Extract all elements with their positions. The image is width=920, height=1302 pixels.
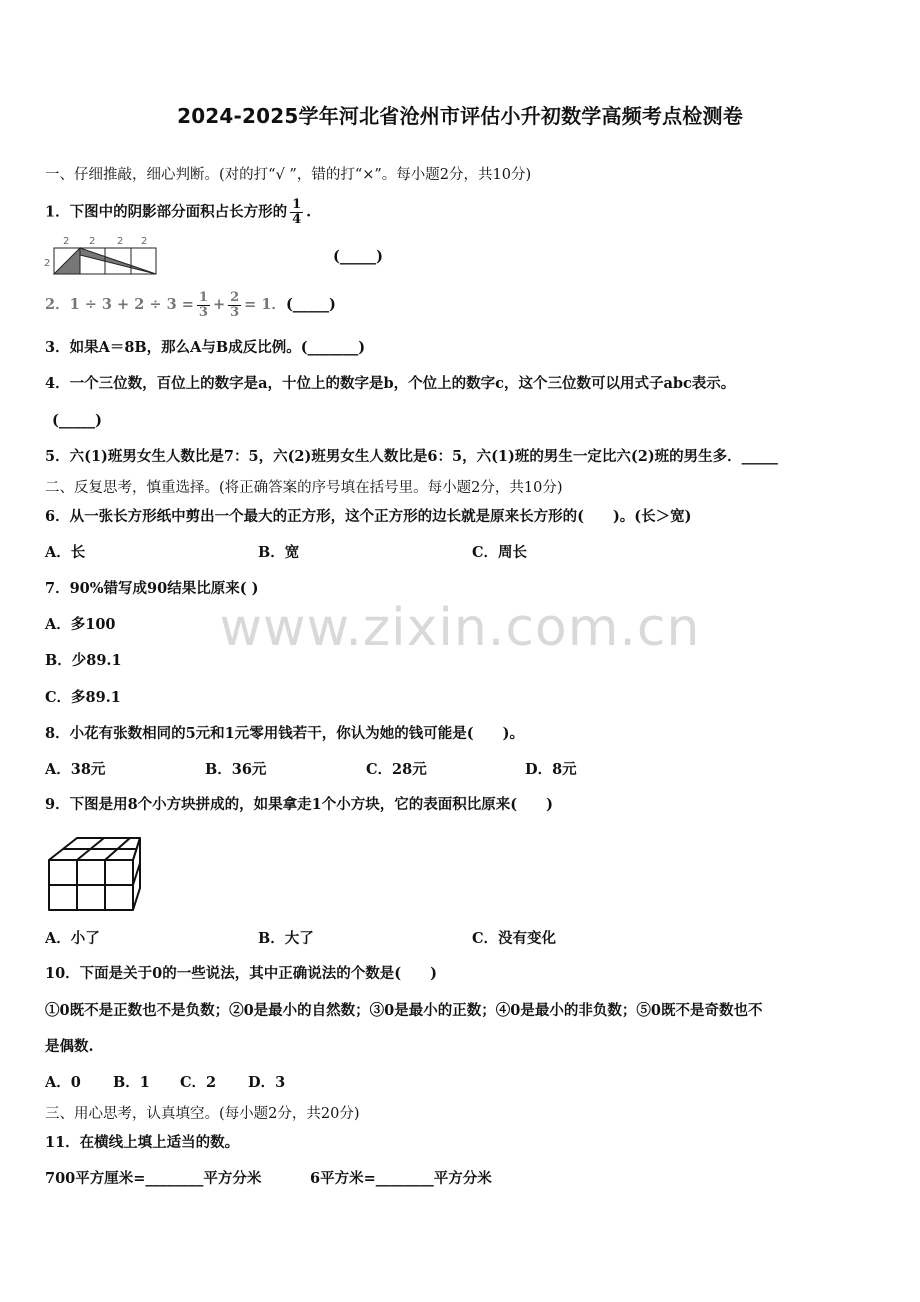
question-2-plus: +	[212, 296, 226, 313]
question-11-part-2[interactable]: 6平方米=________平方分米	[310, 1170, 492, 1187]
question-10-detail-line-1: ①0既不是正数也不是负数；②0是最小的自然数；③0是最小的正数；④0是最小的非负数；⑤0既不是奇数也不	[45, 1002, 763, 1019]
question-2-rhs: = 1．	[244, 296, 286, 313]
cube-stack-figure	[46, 834, 144, 914]
question-7-option-b[interactable]: B．少89.1	[45, 652, 122, 669]
question-9-option-b[interactable]: B．大了	[258, 930, 314, 947]
question-7: 7．90%错写成90结果比原来( )	[45, 580, 259, 597]
question-7-option-a[interactable]: A．多100	[45, 616, 116, 633]
question-10-option-c[interactable]: C．2	[180, 1074, 217, 1091]
question-2-fraction-2	[228, 291, 241, 320]
question-6-option-c[interactable]: C．周长	[472, 544, 528, 561]
question-9-option-a[interactable]: A．小了	[45, 930, 100, 947]
question-1	[45, 198, 311, 227]
question-4: 4．一个三位数，百位上的数字是a，十位上的数字是b，个位上的数字c，这个三位数可以用式子abc表示。	[45, 375, 736, 392]
question-8-option-a[interactable]: A．38元	[45, 761, 106, 778]
figure-side-label: 2	[44, 258, 51, 269]
figure-label-4: 2	[141, 236, 148, 247]
question-2-blank[interactable]: (_____)	[285, 296, 336, 313]
question-9: 9．下图是用8个小方块拼成的，如果拿走1个小方块，它的表面积比原来( )	[45, 796, 553, 813]
section-2-heading: 二、反复思考，慎重选择。(将正确答案的序号填在括号里。每小题2分，共10分)	[45, 480, 563, 496]
fraction-numerator: 1	[292, 197, 302, 212]
question-1-blank[interactable]: (_____)	[333, 248, 383, 265]
question-11: 11．在横线上填上适当的数。	[45, 1134, 240, 1151]
question-10-option-a[interactable]: A．0	[45, 1074, 81, 1091]
watermark: www.zixin.com.cn	[219, 598, 701, 658]
fraction-numerator: 1	[198, 289, 208, 305]
question-4-blank[interactable]: (_____)	[52, 412, 102, 429]
fraction-denominator: 3	[230, 304, 240, 320]
question-11-part-1[interactable]: 700平方厘米=________平方分米	[45, 1170, 262, 1187]
question-8-option-d[interactable]: D．8元	[525, 761, 577, 778]
question-10-option-b[interactable]: B．1	[113, 1074, 150, 1091]
figure-label-2: 2	[89, 236, 96, 247]
question-10-option-d[interactable]: D．3	[248, 1074, 286, 1091]
question-10: 10．下面是关于0的一些说法，其中正确说法的个数是( )	[45, 965, 437, 982]
question-10-detail-line-2: 是偶数.	[45, 1038, 94, 1055]
question-2-fraction-1	[197, 291, 210, 320]
fraction-denominator: 4	[292, 212, 302, 227]
question-6-option-a[interactable]: A．长	[45, 544, 86, 561]
question-1-fraction	[290, 198, 303, 227]
shaded-rectangle-figure	[43, 233, 161, 277]
question-8-option-b[interactable]: B．36元	[205, 761, 267, 778]
question-1-tail: .	[306, 203, 312, 221]
question-2	[45, 287, 336, 323]
figure-label-3: 2	[117, 236, 124, 247]
question-1-text: 1．下图中的阴影部分面积占长方形的	[45, 203, 288, 221]
question-6-option-b[interactable]: B．宽	[258, 544, 300, 561]
question-9-option-c[interactable]: C．没有变化	[472, 930, 557, 947]
question-8-option-c[interactable]: C．28元	[366, 761, 427, 778]
question-6: 6．从一张长方形纸中剪出一个最大的正方形，这个正方形的边长就是原来长方形的( )。(长＞宽)	[45, 508, 692, 525]
question-2-lhs: 2．1 ÷ 3 + 2 ÷ 3 =	[45, 296, 194, 313]
fraction-denominator: 3	[198, 304, 208, 320]
fraction-numerator: 2	[230, 289, 240, 305]
question-3: 3．如果A＝8B，那么A与B成反比例。(_______)	[45, 339, 366, 356]
page-title: 2024-2025学年河北省沧州市评估小升初数学高频考点检测卷	[177, 104, 743, 128]
section-1-heading: 一、仔细推敲，细心判断。(对的打“√ ”，错的打“×”。每小题2分，共10分)	[45, 167, 532, 183]
question-7-option-c[interactable]: C．多89.1	[45, 689, 121, 706]
question-5: 5．六(1)班男女生人数比是7：5，六(2)班男女生人数比是6：5，六(1)班的男生一定比六(2)班的男生多．_____	[45, 448, 778, 465]
question-8: 8．小花有张数相同的5元和1元零用钱若干，你认为她的钱可能是( )。	[45, 725, 524, 742]
figure-label-1: 2	[63, 236, 70, 247]
section-3-heading: 三、用心思考，认真填空。(每小题2分，共20分)	[45, 1106, 360, 1122]
